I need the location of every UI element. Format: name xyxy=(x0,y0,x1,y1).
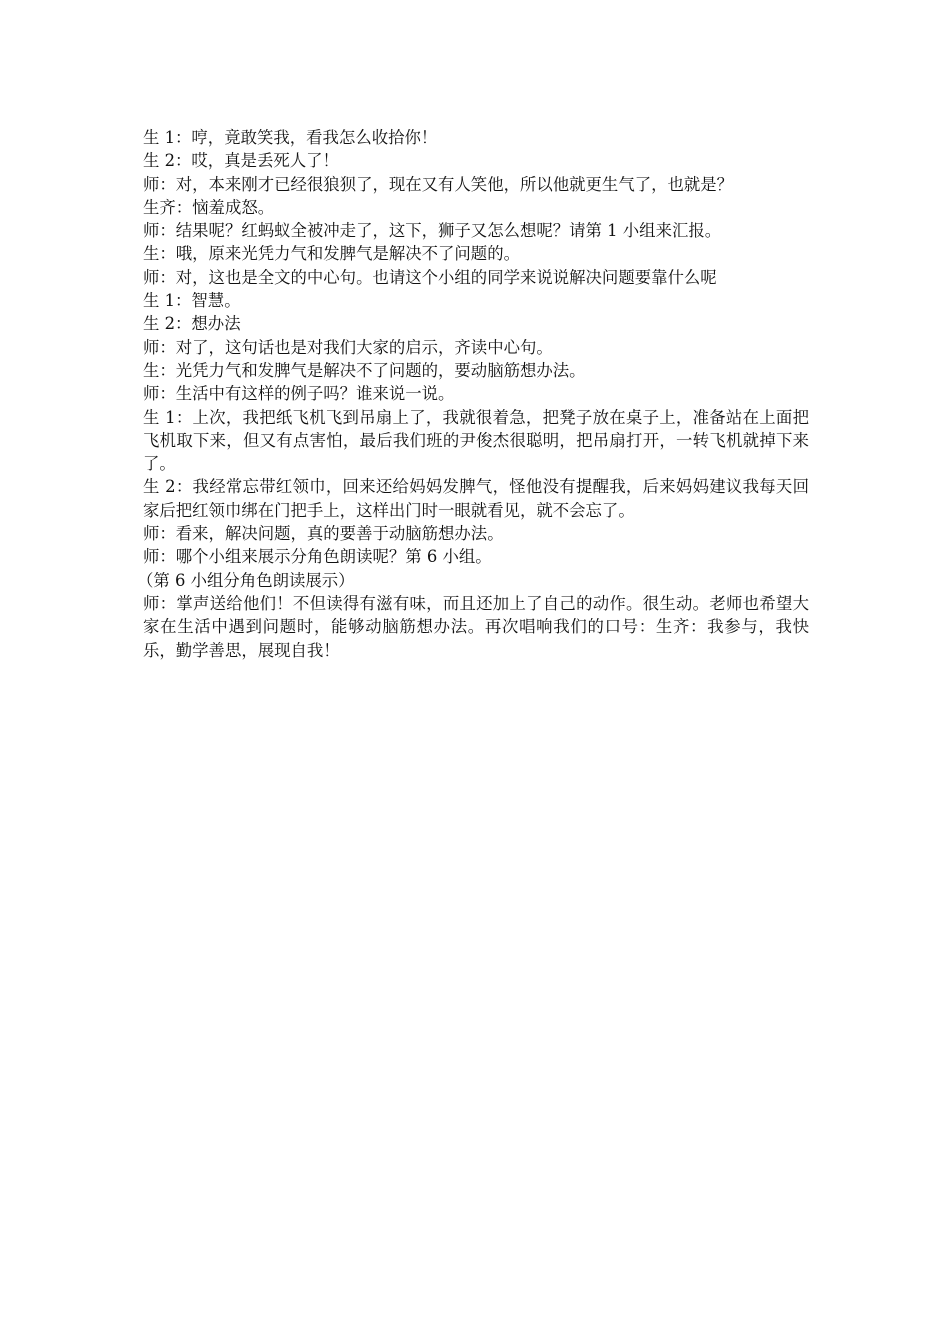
dialogue-line: 师：哪个小组来展示分角色朗读呢？第 6 小组。 xyxy=(143,547,492,567)
dialogue-line: 师：对，本来刚才已经很狼狈了，现在又有人笑他，所以他就更生气了，也就是？ xyxy=(143,174,734,194)
dialogue-line: 生齐：恼羞成怒。 xyxy=(143,197,275,217)
dialogue-line: 生 1：智慧。 xyxy=(143,291,241,311)
dialogue-line: 生：光凭力气和发脾气是解决不了问题的，要动脑筋想办法。 xyxy=(143,360,586,380)
dialogue-line: 生 2：我经常忘带红领巾，回来还给妈妈发脾气，怪他没有提醒我，后来妈妈建议我每天回家后把红领巾绑在门把手上，这样出门时一眼就看见，就不会忘了。 xyxy=(143,477,809,520)
dialogue-line: 生：哦，原来光凭力气和发脾气是解决不了问题的。 xyxy=(143,244,520,264)
dialogue-line: 生 2：哎，真是丢死人了！ xyxy=(143,151,339,171)
stage-direction: （第 6 小组分角色朗读展示） xyxy=(137,570,355,590)
dialogue-line: 生 1：上次，我把纸飞机飞到吊扇上了，我就很着急，把凳子放在桌子上，准备站在上面把飞机取下来，但又有点害怕，最后我们班的尹俊杰很聪明，把吊扇打开，一转飞机就掉下来了。 xyxy=(143,407,809,474)
dialogue-line: 师：结果呢？红蚂蚁全被冲走了，这下，狮子又怎么想呢？请第 1 小组来汇报。 xyxy=(143,221,722,241)
document-body xyxy=(137,126,809,662)
dialogue-line: 师：对，这也是全文的中心句。也请这个小组的同学来说说解决问题要靠什么呢 xyxy=(143,267,717,287)
dialogue-line: 师：掌声送给他们！不但读得有滋有味，而且还加上了自己的动作。很生动。老师也希望大家在生活中遇到问题时，能够动脑筋想办法。再次唱响我们的口号：生齐：我参与，我快乐，勤学善思，展现自我！ xyxy=(143,593,809,660)
dialogue-line: 生 2：想办法 xyxy=(143,314,241,334)
dialogue-line: 师：生活中有这样的例子吗？谁来说一说。 xyxy=(143,384,455,404)
dialogue-line: 生 1：哼，竟敢笑我，看我怎么收拾你！ xyxy=(143,128,438,147)
dialogue-line: 师：看来，解决问题，真的要善于动脑筋想办法。 xyxy=(143,524,504,544)
dialogue-line: 师：对了，这句话也是对我们大家的启示，齐读中心句。 xyxy=(143,337,553,357)
